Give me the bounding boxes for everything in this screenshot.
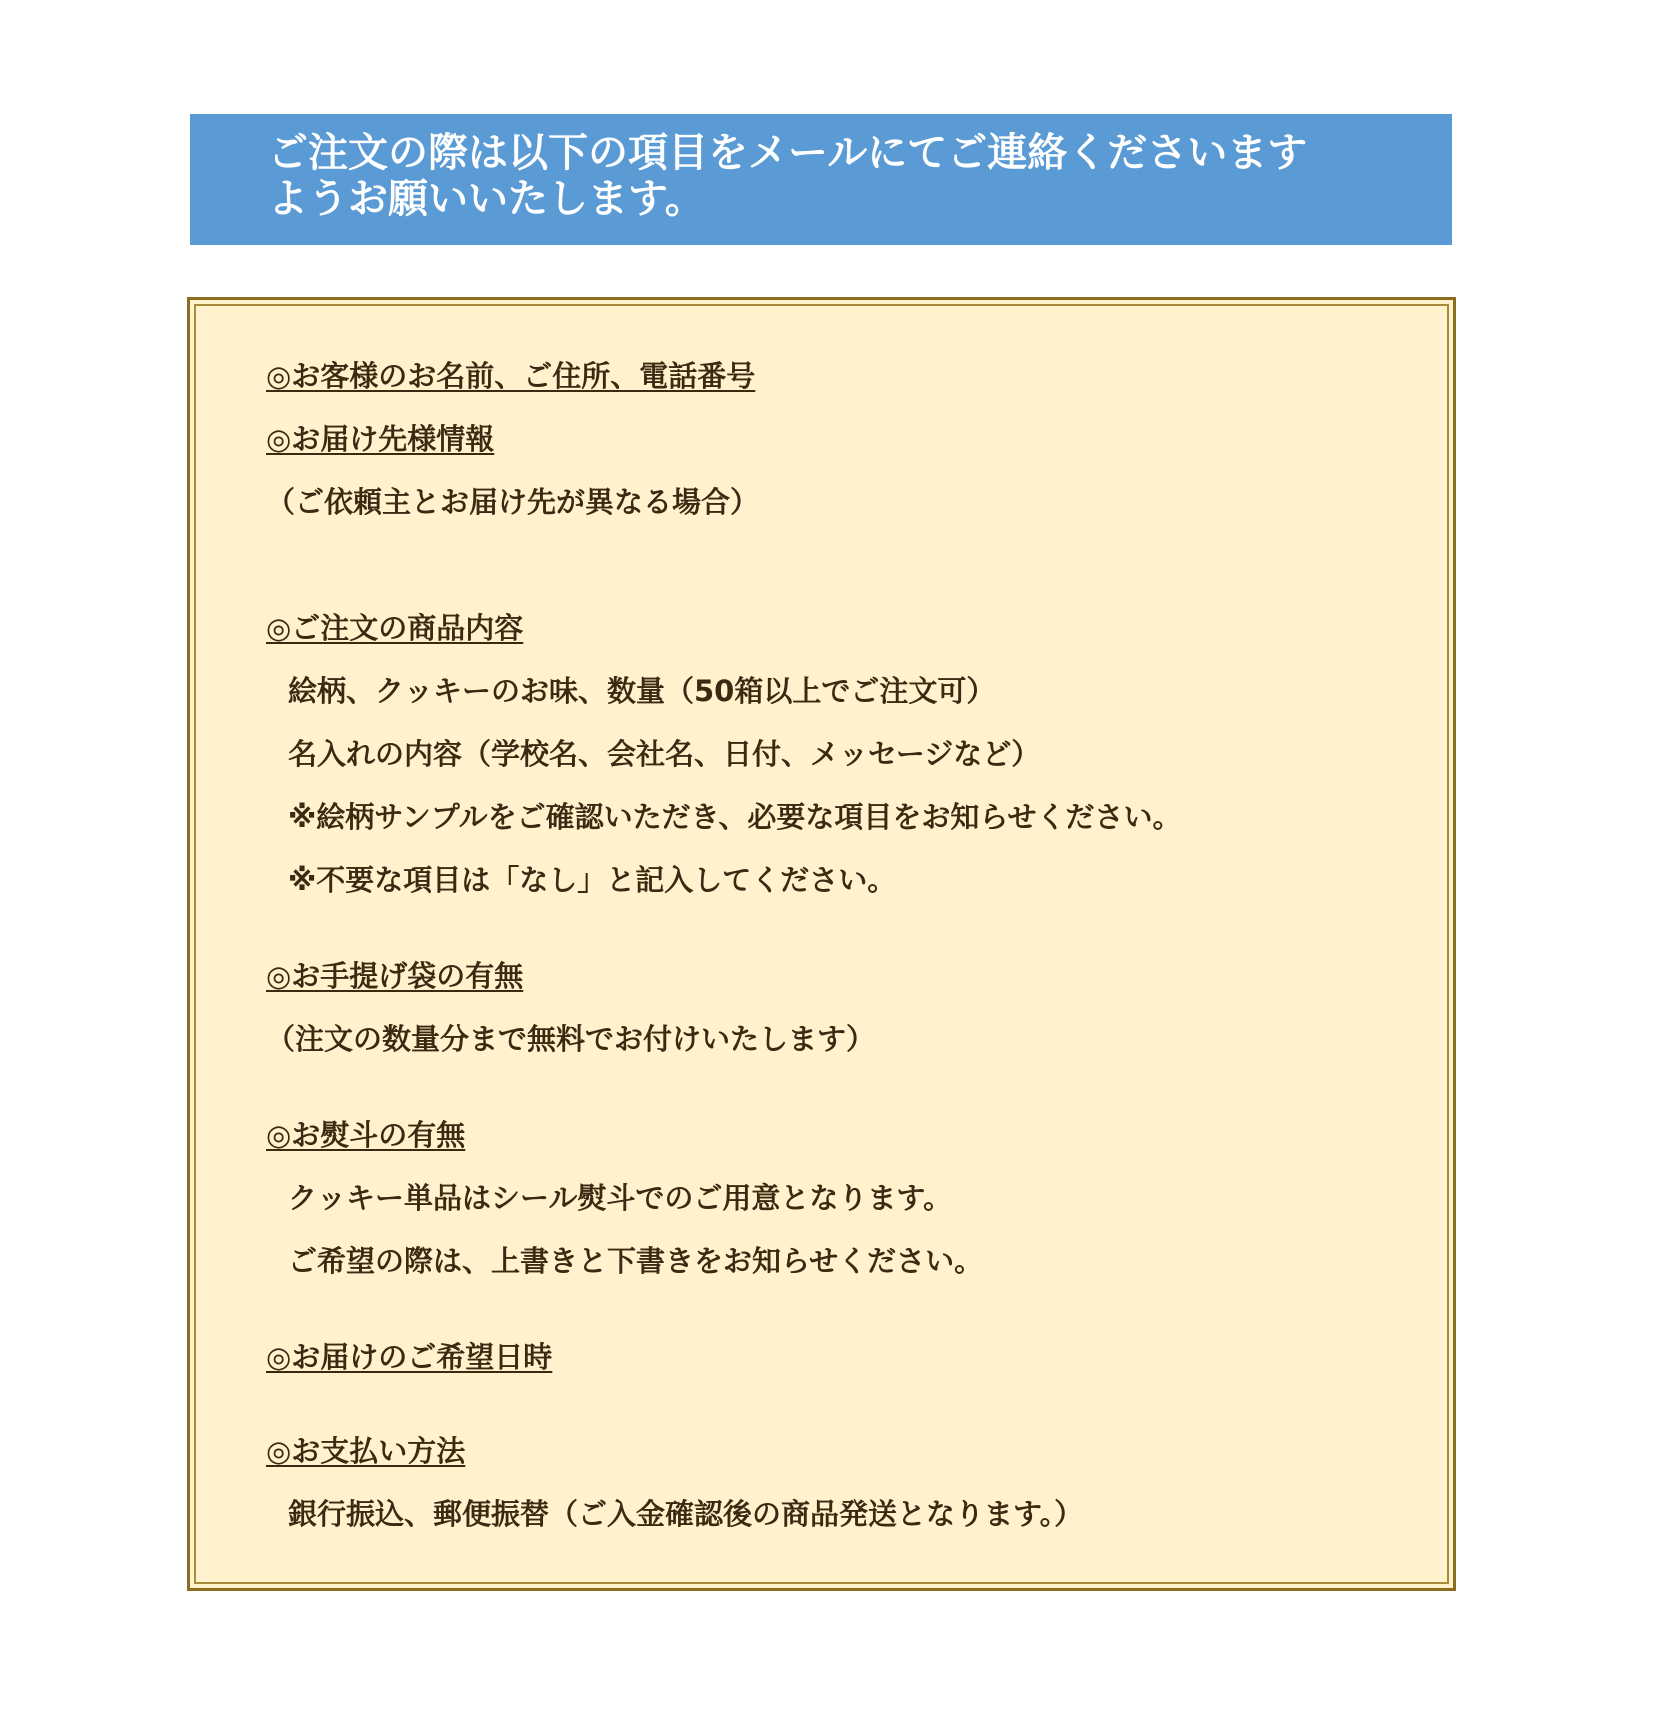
heading-customer-info: ◎お客様のお名前、ご住所、電話番号 xyxy=(266,359,756,393)
noshi-line-1: クッキー単品はシール熨斗でのご用意となります。 xyxy=(288,1181,953,1215)
heading-payment-method: ◎お支払い方法 xyxy=(266,1434,466,1468)
shopping-bag-note: （注文の数量分まで無料でお付けいたします） xyxy=(266,1022,876,1056)
payment-methods: 銀行振込、郵便振替（ご入金確認後の商品発送となります。） xyxy=(288,1497,1084,1531)
order-line-1: 絵柄、クッキーのお味、数量（50箱以上でご注文可） xyxy=(288,674,996,708)
order-instructions-banner xyxy=(190,114,1452,245)
order-line-4: ※不要な項目は「なし」と記入してください。 xyxy=(288,863,897,897)
banner-text-line-2: ようお願いいたします。 xyxy=(268,176,705,222)
heading-delivery-datetime: ◎お届けのご希望日時 xyxy=(266,1340,553,1374)
heading-order-contents: ◎ご注文の商品内容 xyxy=(266,611,524,645)
order-line-2: 名入れの内容（学校名、会社名、日付、メッセージなど） xyxy=(288,737,1041,771)
heading-noshi: ◎お熨斗の有無 xyxy=(266,1118,466,1152)
noshi-line-2: ご希望の際は、上書きと下書きをお知らせください。 xyxy=(288,1244,984,1278)
heading-shopping-bag: ◎お手提げ袋の有無 xyxy=(266,959,524,993)
recipient-note: （ご依頼主とお届け先が異なる場合） xyxy=(266,485,760,519)
heading-recipient-info: ◎お届け先様情報 xyxy=(266,422,495,456)
order-line-3: ※絵柄サンプルをご確認いただき、必要な項目をお知らせください。 xyxy=(288,800,1182,834)
banner-text-line-1: ご注文の際は以下の項目をメールにてご連絡くださいます xyxy=(268,130,1308,176)
